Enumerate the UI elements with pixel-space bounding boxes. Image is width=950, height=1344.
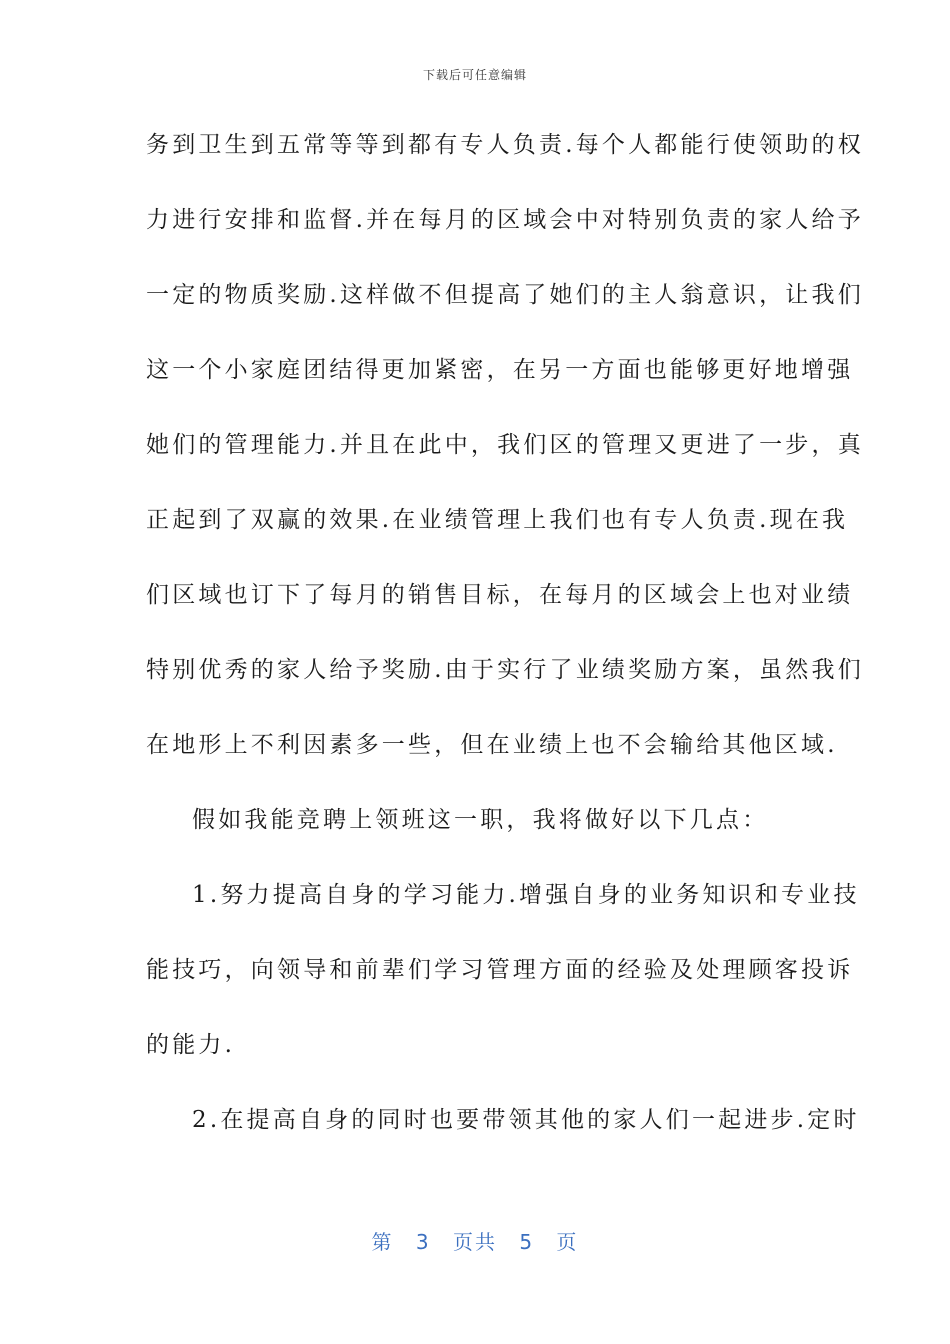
body-line: 务到卫生到五常等等到都有专人负责.每个人都能行使领助的权	[146, 132, 864, 158]
body-line: 一定的物质奖励.这样做不但提高了她们的主人翁意识，让我们	[146, 282, 864, 308]
list-item-1-line: 的能力.	[146, 1032, 236, 1058]
body-line: 她们的管理能力.并且在此中，我们区的管理又更进了一步，真	[146, 432, 864, 458]
document-body	[146, 124, 864, 1174]
body-line: 正起到了双赢的效果.在业绩管理上我们也有专人负责.现在我	[146, 507, 849, 533]
page-header: 下载后可任意编辑	[422, 68, 527, 82]
list-item-1-line: 能技巧，向领导和前辈们学习管理方面的经验及处理顾客投诉	[146, 957, 854, 983]
list-item-1-line: 1.努力提高自身的学习能力.增强自身的业务知识和专业技	[192, 882, 860, 908]
body-line: 特别优秀的家人给予奖励.由于实行了业绩奖励方案，虽然我们	[146, 657, 864, 683]
body-line: 们区域也订下了每月的销售目标，在每月的区域会上也对业绩	[146, 582, 854, 608]
body-line: 在地形上不利因素多一些，但在业绩上也不会输给其他区域.	[146, 732, 838, 758]
body-line: 这一个小家庭团结得更加紧密，在另一方面也能够更好地增强	[146, 357, 854, 383]
page-number-footer: 第 3 页共 5 页	[371, 1230, 579, 1254]
list-item-2-line: 2.在提高自身的同时也要带领其他的家人们一起进步.定时	[192, 1107, 860, 1133]
paragraph-intro-line: 假如我能竞聘上领班这一职，我将做好以下几点：	[192, 807, 769, 833]
body-line: 力进行安排和监督.并在每月的区域会中对特别负责的家人给予	[146, 207, 864, 233]
